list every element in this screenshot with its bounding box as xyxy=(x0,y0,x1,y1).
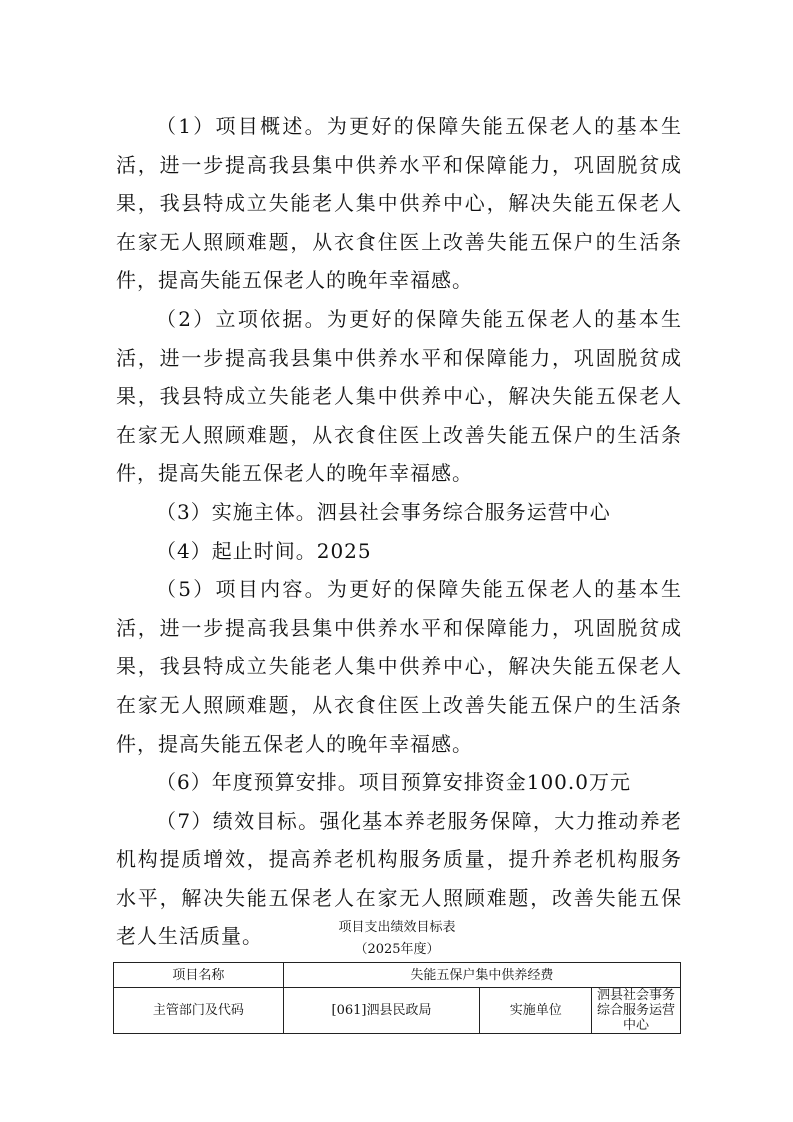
paragraph-project-content: （5）项目内容。为更好的保障失能五保老人的基本生活，进一步提高我县集中供养水平和保障能力，巩固脱贫成果，我县特成立失能老人集中供养中心，解决失能五保老人在家无人照顾难题，从衣食住医上改善失能五保户的生活条件，提高失能五保老人的晚年幸福感。 xyxy=(116,577,682,756)
table-title: 项目支出绩效目标表 xyxy=(338,920,456,935)
table-row xyxy=(114,988,681,1034)
body-text xyxy=(116,107,682,956)
paragraph-implementer: （3）实施主体。泗县社会事务综合服务运营中心 xyxy=(156,499,611,524)
table-row xyxy=(114,963,681,988)
performance-table xyxy=(113,962,681,1034)
paragraph-project-basis: （2）立项依据。为更好的保障失能五保老人的基本生活，进一步提高我县集中供养水平和保障能力，巩固脱贫成果，我县特成立失能老人集中供养中心，解决失能五保老人在家无人照顾难题，从衣食住医上改善失能五保户的生活条件，提高失能五保老人的晚年幸福感。 xyxy=(116,306,682,486)
project-name-label: 项目名称 xyxy=(114,963,284,988)
paragraph-budget: （6）年度预算安排。项目预算安排资金100.0万元 xyxy=(156,770,631,795)
department-label: 主管部门及代码 xyxy=(114,988,284,1034)
table-year: （2025年度） xyxy=(354,942,440,957)
paragraph-project-overview: （1）项目概述。为更好的保障失能五保老人的基本生活，进一步提高我县集中供养水平和保障能力，巩固脱贫成果，我县特成立失能老人集中供养中心，解决失能五保老人在家无人照顾难题，从衣食住医上改善失能五保户的生活条件，提高失能五保老人的晚年幸福感。 xyxy=(116,114,682,293)
implementing-unit-label: 实施单位 xyxy=(480,988,592,1034)
implementing-unit-value: 泗县社会事务综合服务运营中心 xyxy=(592,988,681,1034)
paragraph-period: （4）起止时间。2025 xyxy=(156,538,372,563)
department-value: [061]泗县民政局 xyxy=(283,988,480,1034)
project-name-value: 失能五保户集中供养经费 xyxy=(283,963,680,988)
paragraph-performance-goal: （7）绩效目标。强化基本养老服务保障，大力推动养老机构提质增效，提高养老机构服务质量，提升养老机构服务水平，解决失能五保老人在家无人照顾难题，改善失能五保老人生活质量。 xyxy=(116,808,682,949)
table-heading xyxy=(113,919,681,959)
